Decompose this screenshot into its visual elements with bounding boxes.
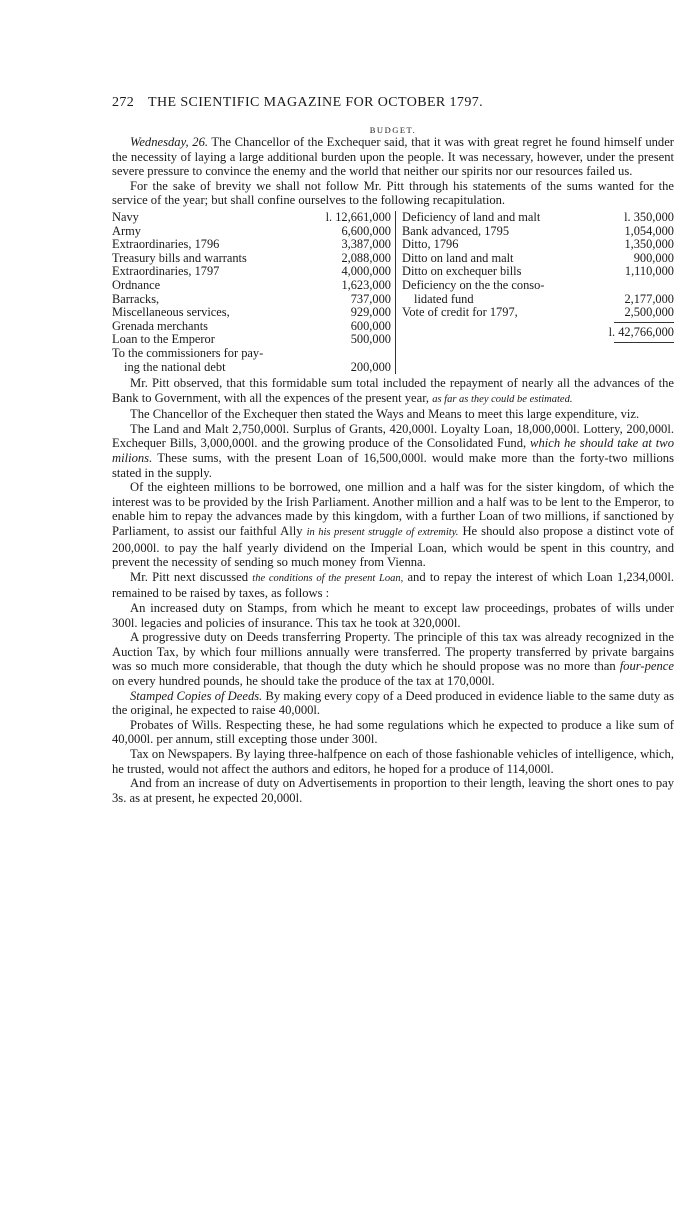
loan-conditions-paragraph: Mr. Pitt next discussed the conditions of the present Loan, and to repay the interest of which Loan 1,234,000l. remained to be raised by taxes, as follows : [112,569,674,601]
deficiency-row [402,265,674,279]
supply-item-name: Extraordinaries, 1796 [112,237,220,252]
supply-row [112,238,395,252]
deficiencies-column [396,211,674,374]
supply-row [112,211,395,225]
deficiency-row [402,306,674,320]
deficiency-item-name: lidated fund [414,291,474,306]
supply-item-amount: 929,000 [350,305,391,320]
supply-row [112,225,395,239]
deficiency-row [402,252,674,266]
supply-row [112,347,395,361]
section-title: BUDGET. [369,125,417,135]
supply-row [112,320,395,334]
ways-means-paragraph: The Chancellor of the Exchequer then stated the Ways and Means to meet this large expenditure, viz. [130,407,640,422]
deficiency-row [402,293,674,307]
recap-total: l. 42,766,000 [608,324,674,339]
deficiency-item-name: Ditto on exchequer bills [402,264,522,279]
deficiency-item-name: Ditto on land and malt [402,250,514,265]
supply-row [112,279,395,293]
supply-item-amount: 1,623,000 [341,277,391,292]
supply-item-name: Navy [112,209,139,224]
eighteen-millions-paragraph: Of the eighteen millions to be borrowed, one million and a half was for the sister kingdom, of which the interest was to be provided by the Irish Parliament. Another million and a half was to be lent to the Emperor, to enable him to repay the advances made by this kingdom, with a further Loan of two millions, if sanctioned by Parliament, to assist our faithful Ally in his present struggle of extremity. He should also propose a distinct vote of 200,000l. to pay the half yearly dividend on the Imperial Loan, which would be spent in this country, and prevent the necessity of sending so much money from Vienna. [112,480,674,570]
supply-row [112,265,395,279]
supply-item-amount [299,347,395,361]
deficiency-item-name: Deficiency of land and malt [402,209,541,224]
deficiency-item-name: Ditto, 1796 [402,237,459,252]
stamps-paragraph: An increased duty on Stamps, from which he meant to except law proceedings, probates of wills under 300l. legacies and policies of insurance. This tax he took at 320,000l. [112,601,674,630]
supply-item-name: Extraordinaries, 1797 [112,264,220,279]
deficiency-item-amount: 2,177,000 [624,291,674,306]
intro-date: Wednesday, 26. [130,135,209,149]
supply-row [112,252,395,266]
copies-paragraph: Stamped Copies of Deeds. By making every copy of a Deed produced in evidence liable to the same duty as the original, he expected to raise 40,000l. [112,688,675,718]
deficiency-item-amount: l. 350,000 [624,209,674,224]
deficiency-item-name: Vote of credit for 1797, [402,305,518,320]
supply-item-name: Ordnance [112,277,161,292]
supply-item-amount: 200,000 [350,359,391,374]
supply-item-name: Army [112,223,141,238]
newspapers-paragraph: Tax on Newspapers. By laying three-halfpence on each of those fashionable vehicles of intelligence, which, he trusted, would not affect the authors and editors, he hoped for a produce of 114,000l. [112,746,674,776]
supply-item-name: Grenada merchants [112,318,208,333]
deficiency-item-name: Bank advanced, 1795 [402,223,510,238]
supply-item-amount: 600,000 [350,318,391,333]
advertisements-paragraph: And from an increase of duty on Advertisements in proportion to their length, leaving the short ones to pay 3s. as at present, he expected 20,000l. [112,776,674,805]
deficiency-item-amount: 900,000 [633,250,674,265]
supply-item-amount: 4,000,000 [341,264,391,279]
deficiency-row [402,279,674,293]
magazine-title: THE SCIENTIFIC MAGAZINE FOR OCTOBER 1797. [148,95,484,110]
intro-text: The Chancellor of the Exchequer said, that it was with great regret he found himself under the necessity of laying a large additional burden upon the people. It was necessary, however, under the present severe pressure to convince the enemy and the world that neither our spirits nor our resources failed us. [112,135,674,179]
supply-item-amount: 500,000 [350,332,391,347]
deficiency-item-amount: 1,350,000 [624,237,674,252]
supply-item-amount: 6,600,000 [341,223,391,238]
land-malt-paragraph: The Land and Malt 2,750,000l. Surplus of Grants, 420,000l. Loyalty Loan, 18,000,000l. Lottery, 200,000l. Exchequer Bills, 3,000,000l. and the growing produce of the Consolidated Fund, which he should take at two milions. These sums, with the present Loan of 16,500,000l. would make more than the forty-two millions stated in the supply. [112,421,674,480]
deficiency-item-name: Deficiency on the the conso- [402,277,545,292]
supplies-column [112,211,396,374]
supply-item-amount: l. 12,661,000 [325,209,391,224]
supply-row [112,306,395,320]
supply-row [112,333,395,347]
deficiency-item-amount: 1,054,000 [624,223,674,238]
deficiency-row [402,211,674,225]
supply-item-name: ing the national debt [124,359,226,374]
supply-row [112,293,395,307]
supply-item-name: To the commissioners for pay- [112,345,264,360]
intro-paragraph [112,135,674,179]
deeds-paragraph: A progressive duty on Deeds transferring Property. The principle of this tax was already recognized in the Auction Tax, by which four millions annually were transferred. The property transferred by private bargains was so much more considerable, that though the duty which he should propose was no more than four-pence on every hundred pounds, he should take the produce of the tax at 170,000l. [112,630,674,688]
deficiency-item-amount: 1,110,000 [624,264,674,279]
pitt-observed-paragraph: Mr. Pitt observed, that this formidable sum total included the repayment of nearly all the advances of the Bank to Government, with all the expences of the present year, as far as they could be estimated. [112,376,674,405]
supply-item-amount: 737,000 [350,291,391,306]
deficiency-row [402,238,674,252]
supply-row [112,361,395,375]
supply-item-name: Miscellaneous services, [112,305,230,320]
page [112,95,674,805]
running-header [112,95,674,111]
supply-item-name: Loan to the Emperor [112,332,215,347]
deficiency-item-amount: 2,500,000 [624,305,674,320]
supply-item-amount: 3,387,000 [341,237,391,252]
supply-item-name: Barracks, [112,291,160,306]
probates-paragraph: Probates of Wills. Respecting these, he had some regulations which he expected to produce a like sum of 40,000l. per annum, still excepting those under 300l. [112,717,674,747]
deficiency-item-amount [596,279,674,293]
page-number: 272 [112,95,135,110]
supply-item-amount: 2,088,000 [341,250,391,265]
total-rule-bottom [402,339,674,345]
deficiency-row [402,225,674,239]
brevity-paragraph: For the sake of brevity we shall not follow Mr. Pitt through his statements of the sums wanted for the service of the year; but shall confine ourselves to the following recapitulation. [112,178,674,208]
recapitulation-table [112,211,674,374]
supply-item-name: Treasury bills and warrants [112,250,247,265]
